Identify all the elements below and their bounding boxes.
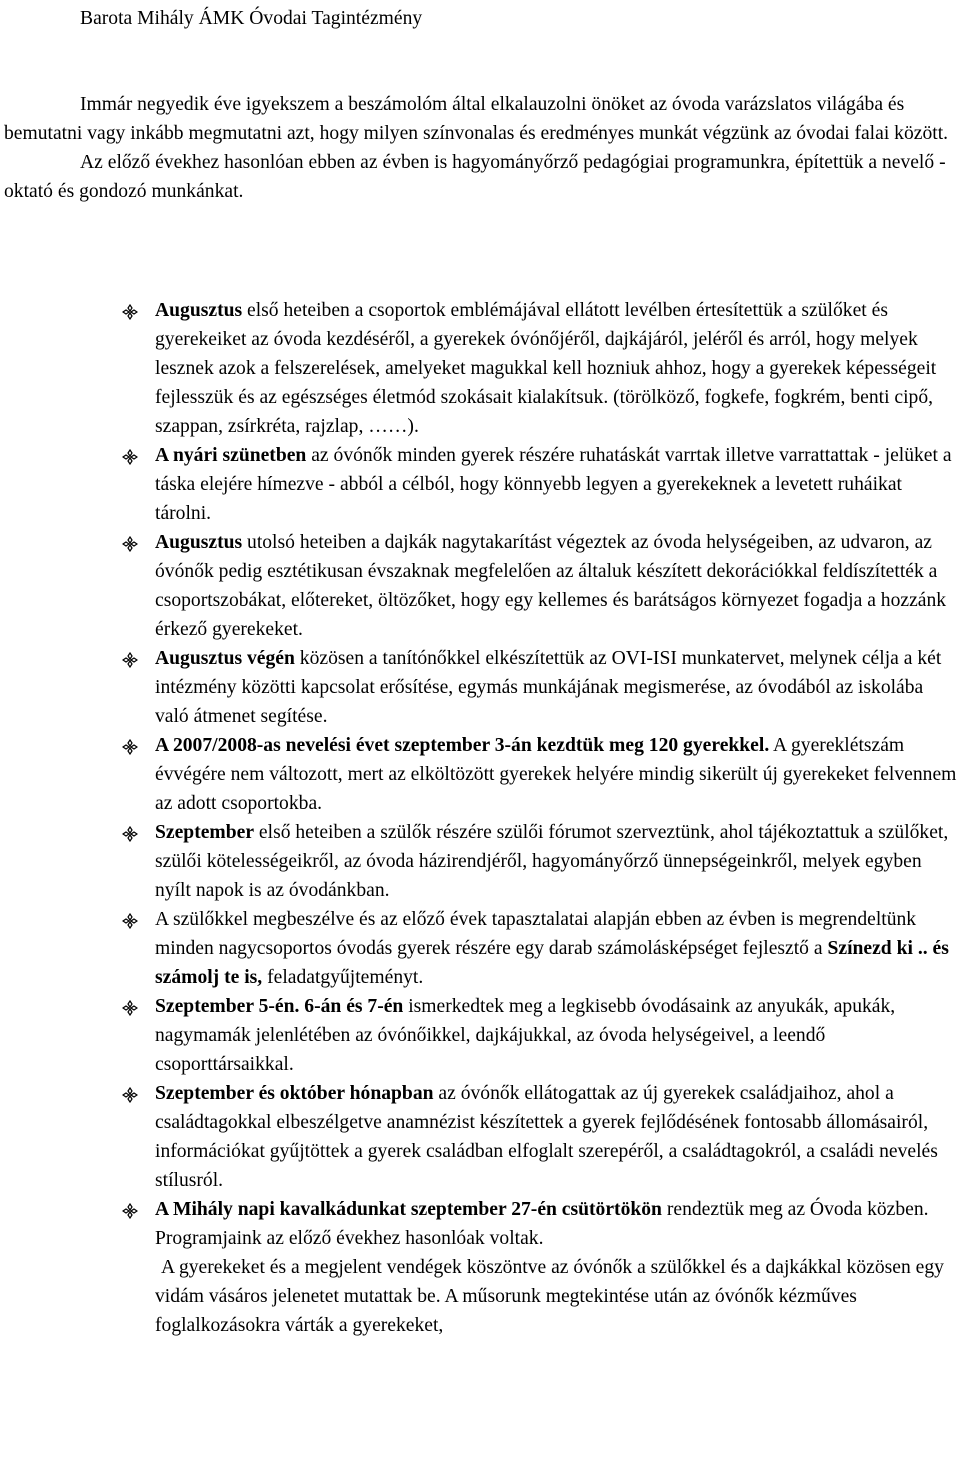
diamond-bullet-icon <box>122 449 138 465</box>
diamond-bullet-icon <box>122 826 138 842</box>
diamond-bullet-icon <box>122 739 138 755</box>
diamond-bullet-icon <box>122 652 138 668</box>
bullet-text: első heteiben a csoportok emblémájával ellátott levélben értesítettük a szülőket és gyerekeiket az óvoda kezdéséről, a gyerekek óvónőjéről, dajkájáról, jeléről és arról, hogy melyek lesznek azok a felszerelések, amelyeket magukkal kell hozniuk ahhoz, hogy a gyerekek képességeit fejlesszük és az egészséges életmód szokásait kialakítsuk. (törölköző, fogkefe, fogkrém, benti cipő, szappan, zsírkréta, rajzlap, ……). <box>155 300 937 437</box>
bullet-item <box>122 731 958 818</box>
continuation-text: A gyerekeket és a megjelent vendégek köszöntve az óvónők a szülőkkel és a dajkákkal közösen egy vidám vásáros jelenetet mutattak be. A műsorunk megtekintése után az óvónők kézműves foglalkozásokra várták a gyerekeket, <box>155 1257 944 1336</box>
bullet-item <box>122 528 958 644</box>
bullet-bold: Augusztus <box>155 532 243 553</box>
diamond-bullet-icon <box>122 1000 138 1016</box>
bullet-text: A gyereklétszám évvégére nem változott, mert az elköltözött gyerekek helyére mindig sikerült új gyerekeket felvennem az adott csoportokba. <box>155 735 957 814</box>
bullet-bold: Színezd ki .. és számolj te is, <box>155 938 949 988</box>
bullet-item <box>122 905 958 992</box>
bullet-bold: Szeptember és október hónapban <box>155 1083 434 1104</box>
bullet-item <box>122 296 958 441</box>
intro-paragraph-1: Immár negyedik éve igyekszem a beszámolóm által elkalauzolni önöket az óvoda varázslatos világába és bemutatni vagy inkább megmutatni azt, hogy milyen színvonalas és eredményes munkát végzünk az óvodai falai között. <box>4 94 949 144</box>
diamond-bullet-icon <box>122 913 138 929</box>
bullet-text: ismerkedtek meg a legkisebb óvodásaink az anyukák, apukák, nagymamák jelenlétében az óvónőikkel, dajkájukkal, az óvoda helységeivel, a leendő csoporttársaikkal. <box>155 996 896 1075</box>
bullet-bold: Augusztus végén <box>155 648 295 669</box>
bullet-item <box>122 644 958 731</box>
diamond-bullet-icon <box>122 1203 138 1219</box>
bullet-item <box>122 992 958 1079</box>
bullet-text: az óvónők ellátogattak az új gyerekek családjaihoz, ahol a családtagokkal elbeszélgetve anamnézist készítettek a gyerek fejlődésének fontosabb állomásairól, információkat gyűjtöttek a gyerek családban elfoglalt szerepéről, a családtagokról, a családi nevelés stílusról. <box>155 1083 938 1191</box>
document-header <box>80 4 422 33</box>
header-title: Barota Mihály ÁMK Óvodai Tagintézmény <box>80 8 423 29</box>
diamond-bullet-icon <box>122 304 138 320</box>
bullet-text: első heteiben a szülők részére szülői fórumot szerveztünk, ahol tájékoztattuk a szülőket, szülői kötelességeikről, az óvoda házirendjéről, hagyományőrző ünnepségeinkről, melyek egyben nyílt napok is az óvodánkban. <box>155 822 949 901</box>
bullet-list <box>122 296 958 1340</box>
bullet-bold: A 2007/2008-as nevelési évet szeptember 3-án kezdtük meg 120 gyerekkel. <box>155 735 770 756</box>
diamond-bullet-icon <box>122 1087 138 1103</box>
bullet-item <box>122 1079 958 1195</box>
bullet-text: közösen a tanítónőkkel elkészítettük az OVI-ISI munkatervet, melynek célja a két intézmény közötti kapcsolat erősítése, egymás munkájának megismerése, az óvodából az iskolába való átmenet segítése. <box>155 648 942 727</box>
bullet-text: feladatgyűjteményt. <box>262 967 424 988</box>
bullet-text: utolsó heteiben a dajkák nagytakarítást végeztek az óvoda helységeiben, az udvaron, az óvónők pedig esztétikusan évszaknak megfelelően az általuk készített dekorációkkal feldíszítették a csoportszobákat, előtereket, öltözőket, hogy egy kellemes és barátságos környezet fogadja a hozzánk érkező gyerekeket. <box>155 532 947 640</box>
intro-paragraph-2: Az előző évekhez hasonlóan ebben az évben is hagyományőrző pedagógiai programunkra, építettük a nevelő - oktató és gondozó munkánkat. <box>4 152 946 202</box>
bullet-bold: Szeptember <box>155 822 255 843</box>
bullet-bold: Szeptember 5-én. 6-án és 7-én <box>155 996 404 1017</box>
continuation-paragraph <box>122 1253 958 1340</box>
bullet-bold: Augusztus <box>155 300 243 321</box>
intro-section <box>4 90 958 206</box>
bullet-text: A szülőkkel megbeszélve és az előző évek tapasztalatai alapján ebben az évben is megrendeltünk minden nagycsoportos óvodás gyerek részére egy darab számolásképséget fejlesztő a <box>155 909 917 959</box>
bullet-bold: A Mihály napi kavalkádunkat szeptember 27-én csütörtökön <box>155 1199 662 1220</box>
bullet-text: az óvónők minden gyerek részére ruhatáskát varrtak illetve varrattattak - jelüket a táska elejére hímezve - abból a célból, hogy könnyebb legyen a gyerekeknek a levetett ruháikat tárolni. <box>155 445 952 524</box>
bullet-item <box>122 1195 958 1253</box>
bullet-text: rendeztük meg az Óvoda közben. Programjaink az előző évekhez hasonlóak voltak. <box>155 1199 929 1249</box>
bullet-item <box>122 818 958 905</box>
bullet-item <box>122 441 958 528</box>
bullet-bold: A nyári szünetben <box>155 445 307 466</box>
diamond-bullet-icon <box>122 536 138 552</box>
